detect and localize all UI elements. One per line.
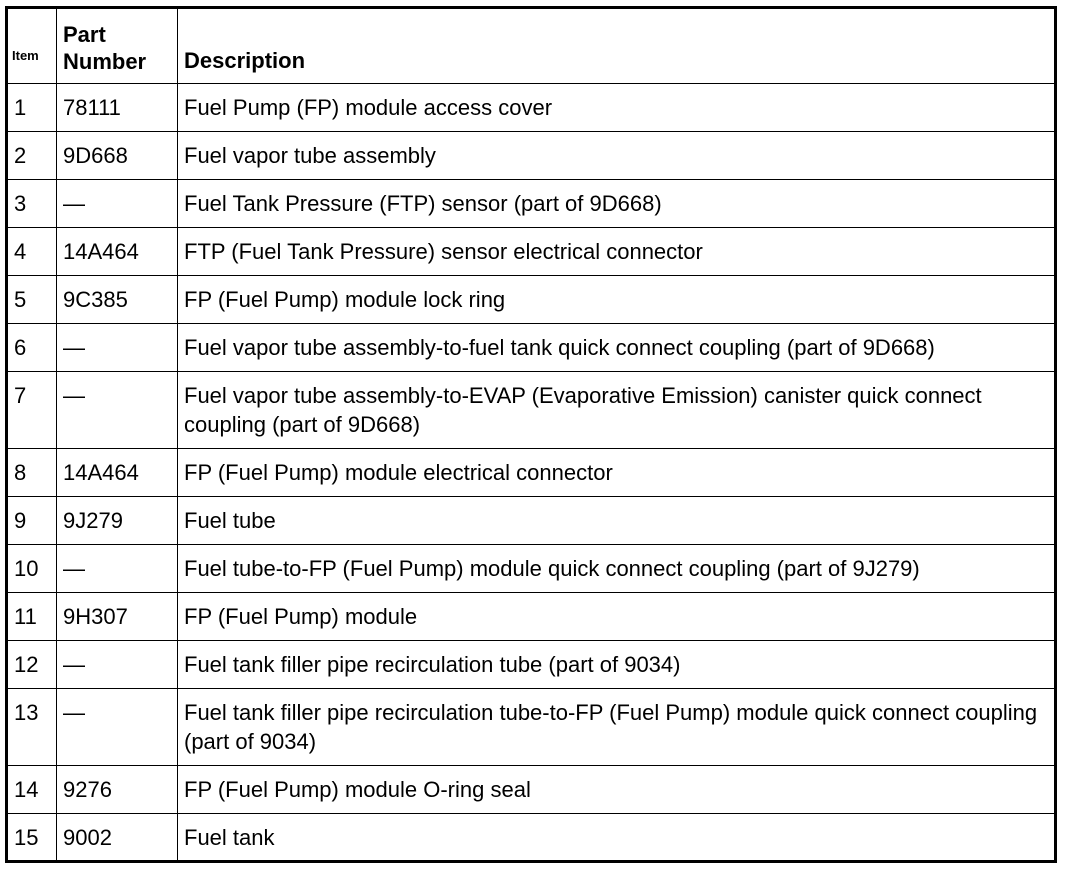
header-part-line1: Part (63, 22, 106, 47)
table-row (7, 84, 1056, 132)
row-item: 10 (7, 545, 57, 593)
row-item: 6 (7, 324, 57, 372)
row-part-number: 78111 (57, 84, 178, 132)
row-part-number: 9C385 (57, 276, 178, 324)
row-description: Fuel tank filler pipe recirculation tube (part of 9034) (178, 641, 1056, 689)
row-part-number: 14A464 (57, 228, 178, 276)
row-item: 5 (7, 276, 57, 324)
row-description: Fuel tube-to-FP (Fuel Pump) module quick connect coupling (part of 9J279) (178, 545, 1056, 593)
row-description: Fuel vapor tube assembly-to-fuel tank quick connect coupling (part of 9D668) (178, 324, 1056, 372)
header-item: Item (7, 8, 57, 84)
row-item: 7 (7, 372, 57, 449)
row-description: FP (Fuel Pump) module electrical connector (178, 449, 1056, 497)
row-description: Fuel tank filler pipe recirculation tube-to-FP (Fuel Pump) module quick connect coupling (part of 9034) (178, 689, 1056, 766)
row-description: Fuel tube (178, 497, 1056, 545)
table-row (7, 276, 1056, 324)
row-part-number: — (57, 180, 178, 228)
row-description: Fuel vapor tube assembly (178, 132, 1056, 180)
row-item: 15 (7, 814, 57, 862)
row-description: Fuel Pump (FP) module access cover (178, 84, 1056, 132)
row-item: 9 (7, 497, 57, 545)
row-part-number: 9002 (57, 814, 178, 862)
header-description: Description (178, 8, 1056, 84)
row-item: 8 (7, 449, 57, 497)
row-description: FP (Fuel Pump) module O-ring seal (178, 766, 1056, 814)
table-row (7, 324, 1056, 372)
row-part-number: — (57, 689, 178, 766)
row-item: 11 (7, 593, 57, 641)
row-item: 2 (7, 132, 57, 180)
table-row (7, 449, 1056, 497)
row-item: 3 (7, 180, 57, 228)
table-row (7, 228, 1056, 276)
row-item: 4 (7, 228, 57, 276)
row-description: FP (Fuel Pump) module (178, 593, 1056, 641)
row-item: 14 (7, 766, 57, 814)
row-description: FP (Fuel Pump) module lock ring (178, 276, 1056, 324)
header-part-number (57, 8, 178, 84)
table-row (7, 497, 1056, 545)
row-part-number: — (57, 372, 178, 449)
parts-table (5, 6, 1057, 863)
header-row (7, 8, 1056, 84)
row-description: FTP (Fuel Tank Pressure) sensor electrical connector (178, 228, 1056, 276)
table-row (7, 372, 1056, 449)
table-row (7, 814, 1056, 862)
row-part-number: — (57, 324, 178, 372)
table-row (7, 641, 1056, 689)
row-item: 13 (7, 689, 57, 766)
row-description: Fuel tank (178, 814, 1056, 862)
row-item: 12 (7, 641, 57, 689)
row-part-number: 14A464 (57, 449, 178, 497)
table-row (7, 689, 1056, 766)
header-part-line2: Number (63, 49, 147, 74)
table-row (7, 766, 1056, 814)
table-row (7, 593, 1056, 641)
row-description: Fuel vapor tube assembly-to-EVAP (Evaporative Emission) canister quick connect coupling (part of 9D668) (178, 372, 1056, 449)
row-item: 1 (7, 84, 57, 132)
row-part-number: 9276 (57, 766, 178, 814)
row-part-number: 9J279 (57, 497, 178, 545)
row-part-number: 9D668 (57, 132, 178, 180)
row-part-number: — (57, 545, 178, 593)
table-row (7, 180, 1056, 228)
table-row (7, 545, 1056, 593)
row-part-number: — (57, 641, 178, 689)
table-row (7, 132, 1056, 180)
row-part-number: 9H307 (57, 593, 178, 641)
row-description: Fuel Tank Pressure (FTP) sensor (part of 9D668) (178, 180, 1056, 228)
